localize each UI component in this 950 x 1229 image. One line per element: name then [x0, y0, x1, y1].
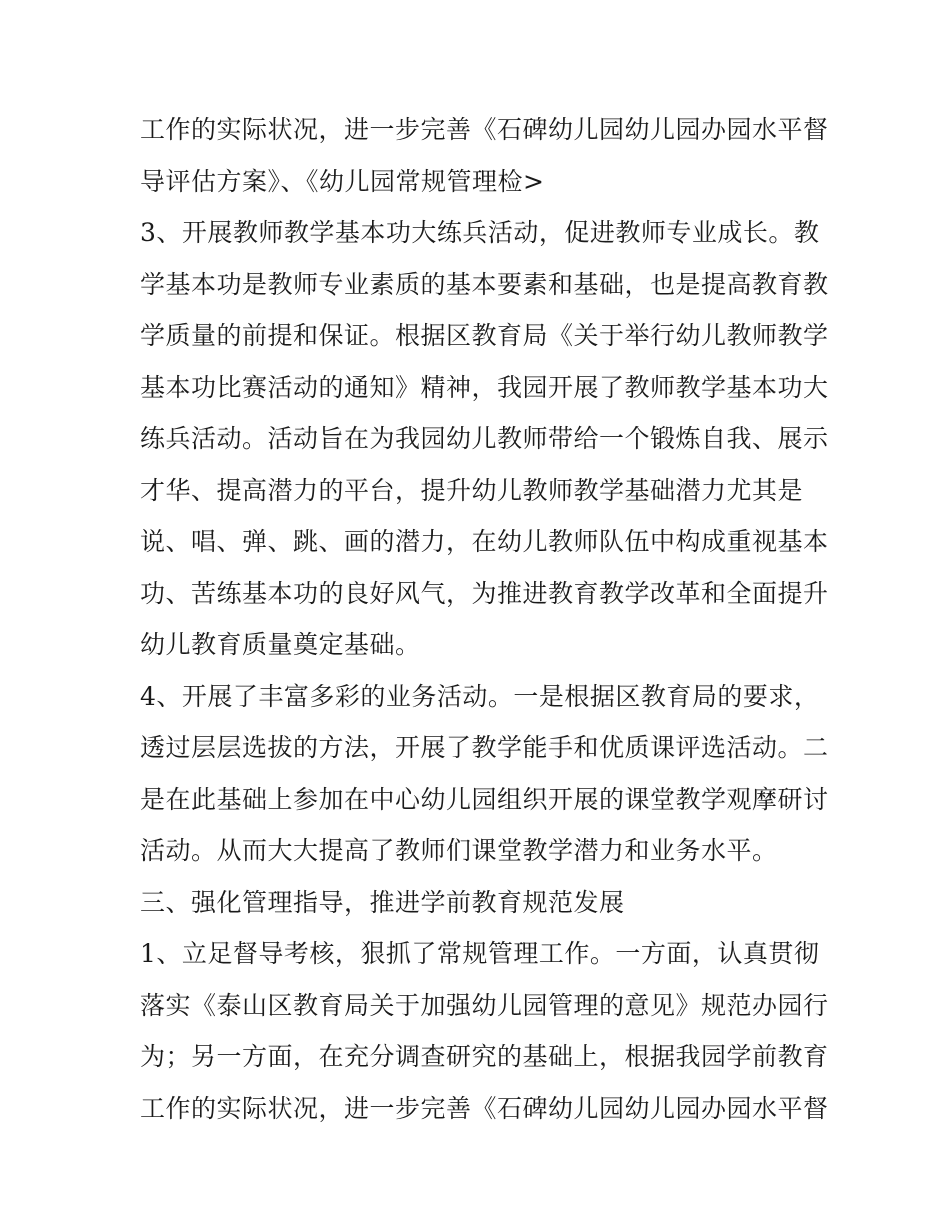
- text-line: 是在此基础上参加在中心幼儿园组织开展的课堂教学观摩研讨: [140, 784, 829, 814]
- text-line: 3、开展教师教学基本功大练兵活动，促进教师专业成长。教: [140, 218, 820, 247]
- text-line: 学基本功是教师专业素质的基本要素和基础，也是提高教育教: [140, 269, 829, 299]
- text-line: 幼儿教育质量奠定基础。: [140, 630, 421, 659]
- text-line: 落实《泰山区教育局关于加强幼儿园管理的意见》规范办园行: [140, 990, 829, 1020]
- text-line: 1、立足督导考核，狠抓了常规管理工作。一方面，认真贯彻: [140, 939, 820, 968]
- text-line: 才华、提高潜力的平台，提升幼儿教师教学基础潜力尤其是: [140, 475, 804, 505]
- document-body: [140, 104, 829, 1134]
- text-line: 练兵活动。活动旨在为我园幼儿教师带给一个锻炼自我、展示: [140, 424, 829, 453]
- text-line: 透过层层选拔的方法，开展了教学能手和优质课评选活动。二: [140, 733, 829, 762]
- text-line: 功、苦练基本功的良好风气，为推进教育教学改革和全面提升: [140, 578, 829, 608]
- section-heading: 三、强化管理指导，推进学前教育规范发展: [140, 887, 625, 917]
- text-line: 工作的实际状况，进一步完善《石碑幼儿园幼儿园办园水平督: [140, 115, 829, 144]
- text-line: 说、唱、弹、跳、画的潜力，在幼儿教师队伍中构成重视基本: [140, 527, 829, 556]
- text-line: 基本功比赛活动的通知》精神，我园开展了教师教学基本功大: [140, 372, 829, 402]
- text-line: 导评估方案》、《幼儿园常规管理检>: [140, 166, 545, 196]
- text-line: 学质量的前提和保证。根据区教育局《关于举行幼儿教师教学: [140, 321, 829, 350]
- text-line: 4、开展了丰富多彩的业务活动。一是根据区教育局的要求，: [140, 681, 820, 711]
- text-line: 为；另一方面，在充分调查研究的基础上，根据我园学前教育: [140, 1042, 829, 1071]
- text-line: 活动。从而大大提高了教师们课堂教学潜力和业务水平。: [140, 836, 778, 865]
- text-line: 工作的实际状况，进一步完善《石碑幼儿园幼儿园办园水平督: [140, 1093, 829, 1123]
